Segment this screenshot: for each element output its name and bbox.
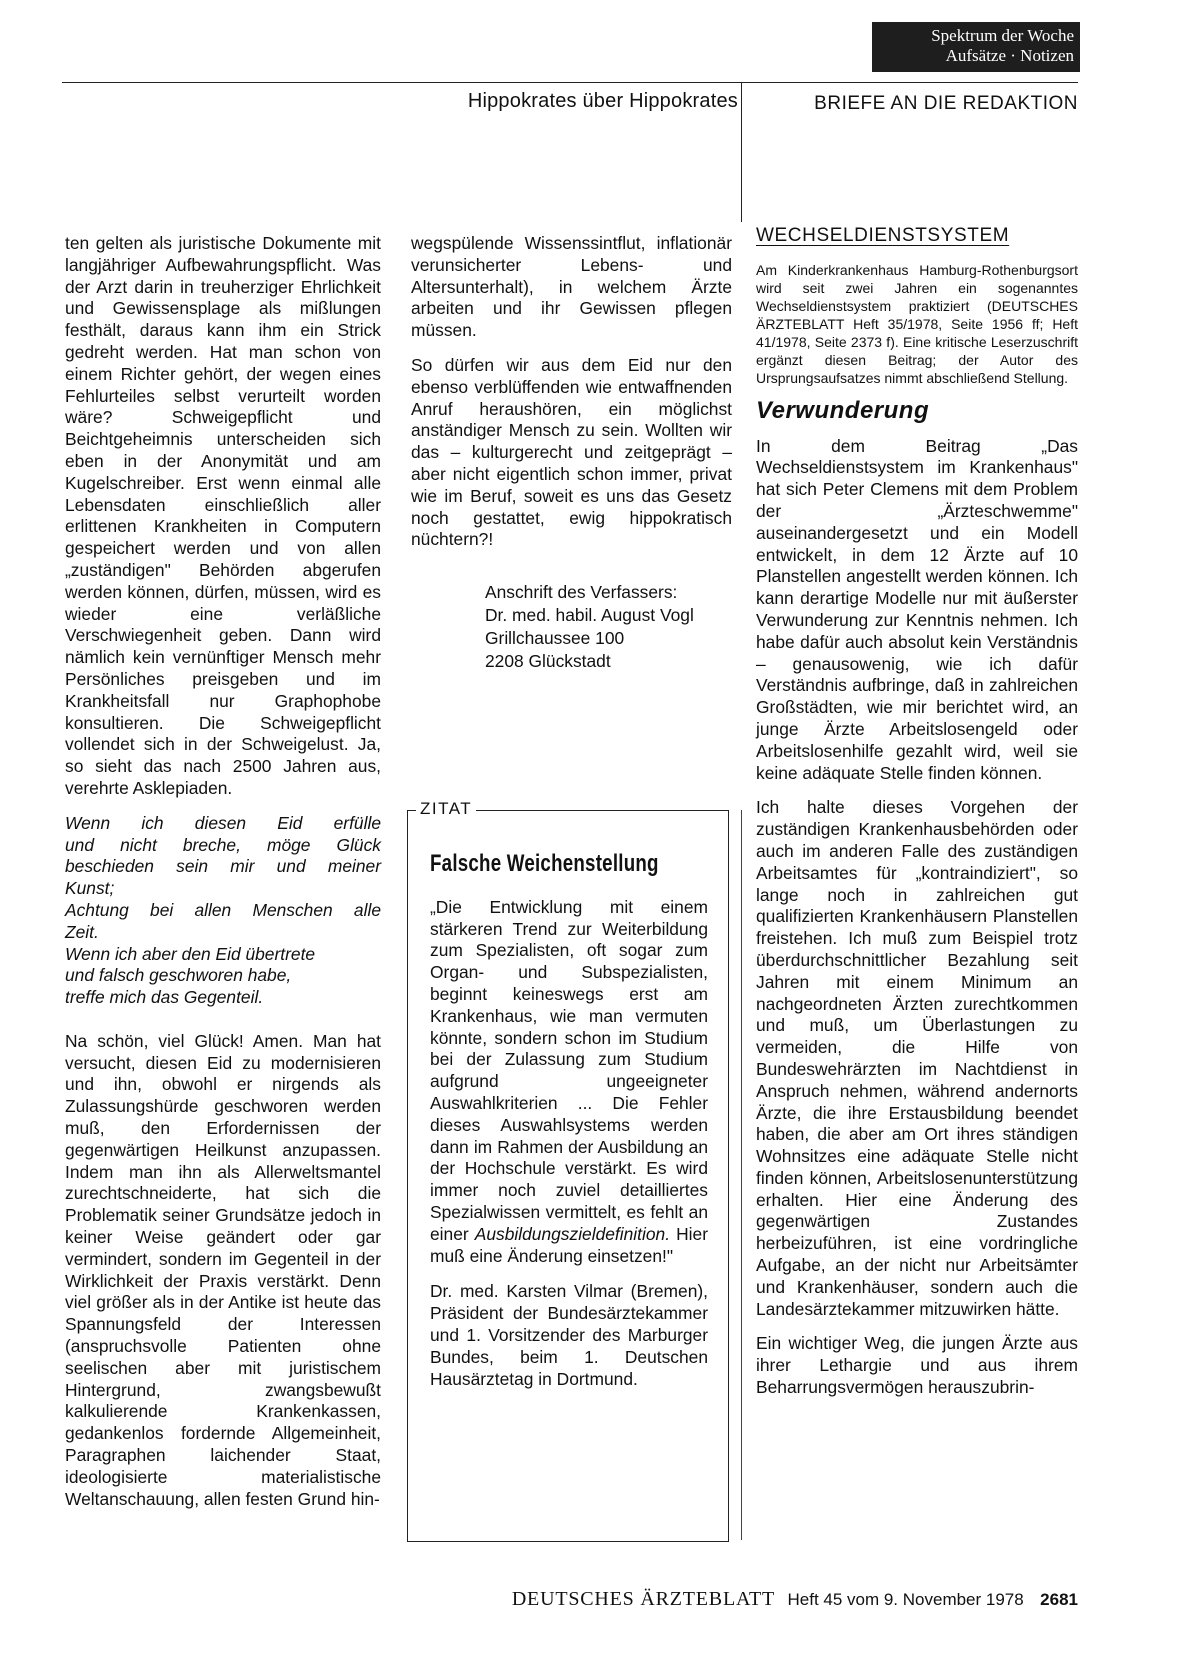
body-paragraph: Ein wichtiger Weg, die jungen Ärzte aus ihrer Lethargie und aus ihrem Beharrungsvermögen herauszubrin- [756,1333,1078,1398]
running-head-left: Hippokrates über Hippokrates [467,90,738,112]
journal-name: DEUTSCHES ÄRZTEBLATT [511,1588,776,1610]
quote-text-part: „Die Entwicklung mit einem stärkeren Trend zur Weiterbildung zum Spezialisten, oft sogar zum Organ- und Subspezialisten, beginnt keineswegs erst am Krankenhaus, wie man vermuten könnte, sondern schon im Studium bei der Zulassung zum Studium aufgrund ungeeigneter Auswahlkriterien ... Die Fehler dieses Auswahlsystems werden dann im Rahmen der Ausbildung an der Hochschule verstärkt. Es wird immer noch zuviel detailliertes Spezialwissen vermittelt, es fehlt an einer [430,896,708,1244]
body-paragraph: Ich halte dieses Vorgehen der zuständigen Krankenhausbehörden oder auch im anderen Falle des zuständigen Arbeitsamtes für „kontraindiziert", so lange noch in zahlreichen gut qualifizierten Krankenhäusern Planstellen freistehen. Ich muß zum Beispiel trotz überdurchschnittlicher Bezahlung seit Jahren mit einem Minimum an nachgeordneten Ärzten zurechtkommen und muß, um Überlastungen zu vermeiden, die Hilfe von Bundeswehrärzten im Nachtdienst in Anspruch nehmen, während andernorts Ärzte, die ihre Erstausbildung beendet haben, die aber am Ort ihres ständigen Wohnsitzes eine adäquate Stelle nicht finden können, Arbeitslosenunterstützung erhalten. Hier eine Änderung des gegenwärtigen Zustandes herbeizuführen, ist eine vordringliche Aufgabe, an der nicht nur Arbeitsämter und Krankenhäuser, sondern auch die Landesärztekammer mitzuwirken hätte. [756,797,1078,1319]
column-2 [411,233,732,686]
poem-line: Zeit. [65,921,99,942]
letters-section-heading: WECHSELDIENSTSYSTEM [756,225,1010,246]
quote-attribution: Dr. med. Karsten Vilmar (Bremen), Präsident der Bundesärztekammer und 1. Vorsitzender des Marburger Bundes, beim 1. Deutschen Hausärztetag in Dortmund. [430,1281,708,1389]
body-paragraph: ten gelten als juristische Dokumente mit langjähriger Aufbewahrungspflicht. Was der Arzt darin in treuherziger Ehrlichkeit und Gewissensplage als mißlungen festhält, daraus kann ihm ein Strick gedreht werden. Hat man schon von einem Richter gehört, der wegen eines Fehlurteiles selbst verurteilt worden wäre? Schweigepflicht und Beichtgeheimnis unterscheiden sich eben in der Anonymität und am Kugelschreiber. Erst wenn einmal alle Lebensdaten einschließlich aller erlittenen Krankheiten in Computern gespeichert werden und von allen „zuständigen" Behörden abgerufen werden können, dürfen, müssen, wird es wieder eine verläßliche Verschwiegenheit geben. Dann wird nämlich kein vernünftiger Mensch mehr Persönliches preisgeben und im Krankheitsfall nur Graphophobe konsultieren. Die Schweigepflicht vollendet sich in der Schweigelust. Ja, so sieht das nach 2500 Jahren aus, verehrte Asklepiaden. [65,233,381,798]
poem-line: Wenn ich diesen Eid erfülle [65,812,381,833]
quote-box [407,799,729,1542]
quote-box-title: Falsche Weichenstellung [430,850,659,877]
poem-line: treffe mich das Gegenteil. [65,987,264,1008]
poem-line: Achtung bei allen Menschen alle [65,899,381,920]
letter-title: Verwunderung [756,396,930,424]
body-paragraph: wegspülende Wissenssintflut, inflationär verunsicherter Lebens- und Altersunterhalt), in welchem Ärzte arbeiten und ihr Gewissen pflegen müssen. [411,233,732,341]
oath-quote [65,813,381,1009]
issue-info: Heft 45 vom 9. November 1978 [787,1590,1024,1609]
badge-line-1: Spektrum der Woche [931,26,1074,45]
quote-text-part: Hier muß eine Änderung einsetzen!" [430,1223,708,1266]
column-divider-bottom [741,810,742,1540]
page-footer [400,1588,1078,1611]
column-3 [756,225,1078,1412]
address-line: Grillchaussee 100 [485,628,625,649]
body-paragraph: So dürfen wir aus dem Eid nur den ebenso verblüffenden wie entwaffnenden Anruf heraushören, ein möglichst anständiger Mensch zu sein. Wollten wir das – kulturgerecht und zeitgeprägt – aber nicht eigentlich schon immer, privat wie im Beruf, soweit es uns das Gesetz noch gestattet, ewig hippokratisch nüchtern?! [411,354,732,550]
poem-line: Wenn ich aber den Eid übertrete [65,943,316,964]
running-head-right: BRIEFE AN DIE REDAKTION [814,93,1078,114]
column-1 [65,233,381,1523]
quote-emphasis: Ausbildungszieldefinition. [474,1223,671,1244]
poem-line: und nicht breche, möge Glück [65,834,381,855]
address-line: Anschrift des Verfassers: [485,582,678,603]
poem-line: beschieden sein mir und meiner [65,856,381,877]
author-address [411,581,732,673]
page-number: 2681 [1040,1590,1078,1609]
body-paragraph: In dem Beitrag „Das Wechseldienstsystem im Krankenhaus" hat sich Peter Clemens mit dem Problem der „Ärzteschwemme" auseinandergesetzt und ein Modell entwickelt, in dem 12 Ärzte auf 10 Planstellen angestellt werden können. Ich kann derartige Modelle nur mit äußerster Verwunderung zur Kenntnis nehmen. Ich habe dafür auch absolut kein Verständnis – genausowenig, wie ich dafür Verständnis aufbringe, daß in zahlreichen Großstädten, wie mir berichtet wird, an junge Ärzte Arbeitslosengeld oder Arbeitslosenhilfe gezahlt wird, weil sie keine adäquate Stelle finden können. [756,435,1078,783]
editor-intro: Am Kinderkrankenhaus Hamburg-Rothenburgsort wird seit zwei Jahren ein sogenanntes Wechseldienstsystem praktiziert (DEUTSCHES ÄRZTEBLATT Heft 35/1978, Seite 1956 ff; Heft 41/1978, Seite 2373 f). Eine kritische Leserzuschrift ergänzt diesen Beitrag; der Autor des Ursprungsaufsatzes nimmt abschließend Stellung. [756,261,1078,386]
body-paragraph: Na schön, viel Glück! Amen. Man hat versucht, diesen Eid zu modernisieren und ihn, obwohl er nirgends als Zulassungshürde geschworen werden muß, den Erfordernissen der gegenwärtigen Heilkunst anzupassen. Indem man ihn als Allerweltsmantel zurechtschneiderte, hat sich die Problematik seiner Grundsätze jedoch in keiner Weise geändert oder gar vermindert, sondern im Gegenteil in der Wirklichkeit der Praxis verstärkt. Denn viel größer als in der Antike ist heute das Spannungsfeld der Interessen (anspruchsvolle Patienten ohne seelischen aber mit juristischem Hintergrund, zwangsbewußt kalkulierende Krankenkassen, gedankenlos fordernde Allgemeinheit, Paragraphen laichender Staat, ideologisierte materialistische Weltanschauung, allen festen Grund hin- [65,1030,381,1509]
quote-text [430,897,708,1268]
address-line: Dr. med. habil. August Vogl [485,605,694,626]
quote-box-label: ZITAT [416,799,476,819]
top-rule [62,82,1078,83]
quote-box-content [430,850,708,1404]
badge-line-2: Aufsätze · Notizen [945,46,1074,65]
column-divider-top [741,82,742,222]
poem-line: Kunst; [65,878,115,899]
section-badge [872,22,1080,72]
poem-line: und falsch geschworen habe, [65,965,292,986]
address-line: 2208 Glückstadt [485,651,611,672]
